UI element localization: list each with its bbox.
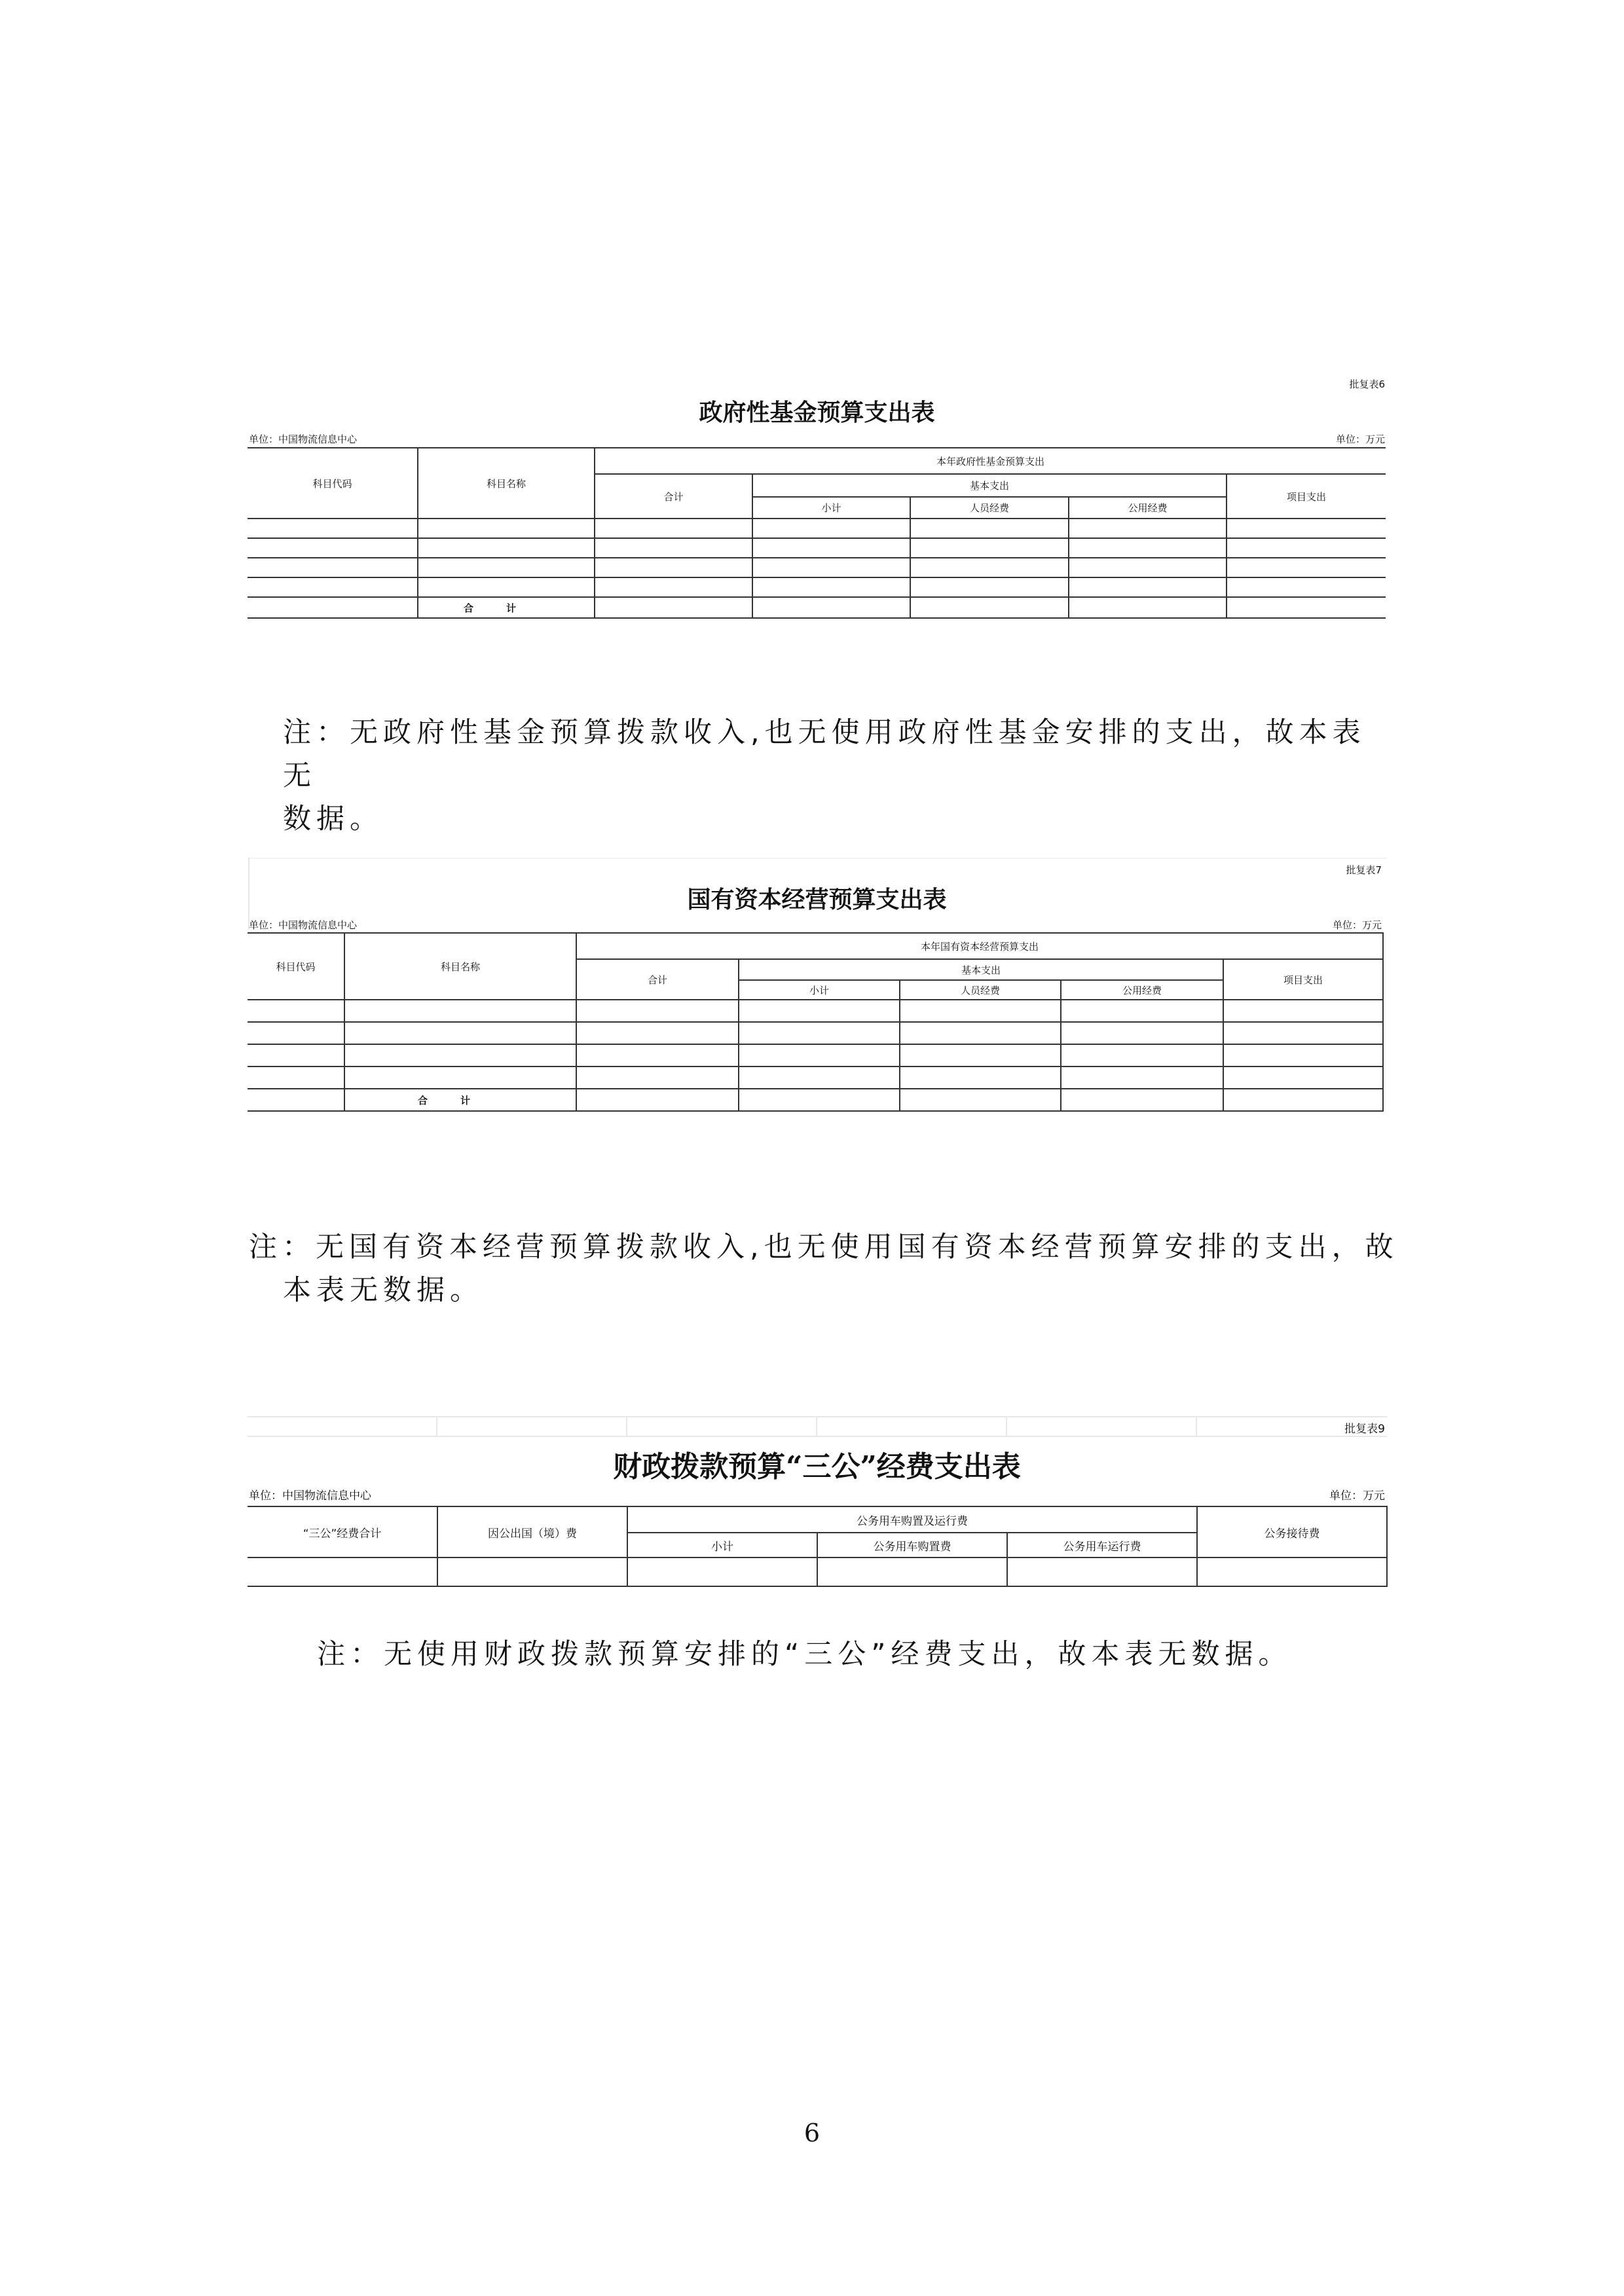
table2-header-subtotal: 小计 <box>739 980 900 1000</box>
table2-header-group: 本年国有资本经营预算支出 <box>576 933 1383 959</box>
table1-header-name: 科目名称 <box>418 448 595 519</box>
table1 <box>248 447 1386 619</box>
table3-header-vehicle-purchase: 公务用车购置费 <box>817 1533 1007 1558</box>
table-row <box>248 538 1386 558</box>
table1-sum-row <box>248 597 1386 618</box>
table2-title: 国有资本经营预算支出表 <box>687 886 947 913</box>
table2-header-personnel: 人员经费 <box>900 980 1061 1000</box>
table2-header-project: 项目支出 <box>1223 959 1383 1000</box>
table2-sum-label: 合计 <box>344 1089 576 1111</box>
table2-header-code: 科目代码 <box>248 933 344 1000</box>
table1-header-project: 项目支出 <box>1227 474 1386 519</box>
table2-header-total: 合计 <box>576 959 739 1000</box>
table2-top-gridline <box>248 858 1387 859</box>
table-row <box>248 558 1386 577</box>
table1-tag: 批复表6 <box>1349 378 1385 390</box>
table2-tag: 批复表7 <box>1346 864 1382 876</box>
table-row <box>248 1044 1383 1066</box>
note1-line2: 数据。 <box>283 803 383 835</box>
table1-header-personnel: 人员经费 <box>910 497 1069 519</box>
note2-line2: 本表无数据。 <box>283 1274 483 1307</box>
table2-unit-left: 单位：中国物流信息中心 <box>249 919 358 931</box>
table3 <box>248 1506 1388 1587</box>
table1-sum-label: 合计 <box>418 597 595 618</box>
table1-title: 政府性基金预算支出表 <box>699 399 935 426</box>
note2 <box>249 1226 1401 1312</box>
table1-header-subtotal: 小计 <box>752 497 910 519</box>
page-number: 6 <box>803 2119 821 2147</box>
note3-line1: 注：无使用财政拨款预算安排的“三公”经费支出，故本表无数据。 <box>317 1638 1292 1671</box>
table3-header-abroad: 因公出国（境）费 <box>437 1506 627 1558</box>
table2-header-basic: 基本支出 <box>739 959 1223 980</box>
table2-unit-right: 单位：万元 <box>1332 919 1382 931</box>
table3-header-subtotal: 小计 <box>627 1533 817 1558</box>
note2-line1: 注：无国有资本经营预算拨款收入,也无使用国有资本经营预算安排的支出，故 <box>249 1231 1399 1264</box>
table3-unit-left: 单位：中国物流信息中心 <box>249 1489 371 1503</box>
table1-header-basic: 基本支出 <box>752 474 1227 497</box>
table-row <box>248 519 1386 538</box>
table3-header-vehicle-group: 公务用车购置及运行费 <box>627 1506 1197 1533</box>
table1-unit-right: 单位：万元 <box>1335 433 1385 445</box>
table3-title: 财政拨款预算“三公”经费支出表 <box>613 1450 1021 1484</box>
table1-unit-left: 单位：中国物流信息中心 <box>249 433 358 445</box>
note1 <box>283 711 1396 841</box>
table-row <box>248 1558 1387 1586</box>
table3-header-reception: 公务接待费 <box>1197 1506 1387 1558</box>
table1-header-public: 公用经费 <box>1069 497 1227 519</box>
table3-header-sangong-total: “三公”经费合计 <box>248 1506 437 1558</box>
table1-header-group: 本年政府性基金预算支出 <box>595 448 1386 474</box>
table3-header-vehicle-run: 公务用车运行费 <box>1007 1533 1197 1558</box>
table-row <box>248 1000 1383 1022</box>
table2 <box>248 932 1384 1112</box>
table3-faint-grid <box>248 1416 1387 1437</box>
table2-header-name: 科目名称 <box>344 933 576 1000</box>
table-row <box>248 1022 1383 1044</box>
table1-header-code: 科目代码 <box>248 448 418 519</box>
table3-unit-right: 单位：万元 <box>1329 1489 1385 1503</box>
note1-line1: 注：无政府性基金预算拨款收入,也无使用政府性基金安排的支出，故本表无 <box>283 716 1366 792</box>
table2-header-public: 公用经费 <box>1061 980 1223 1000</box>
table1-header-total: 合计 <box>595 474 752 519</box>
table2-sum-row <box>248 1089 1383 1111</box>
note3 <box>317 1633 1391 1676</box>
table-row <box>248 577 1386 597</box>
table-row <box>248 1066 1383 1089</box>
table3-tag: 批复表9 <box>1344 1423 1385 1436</box>
